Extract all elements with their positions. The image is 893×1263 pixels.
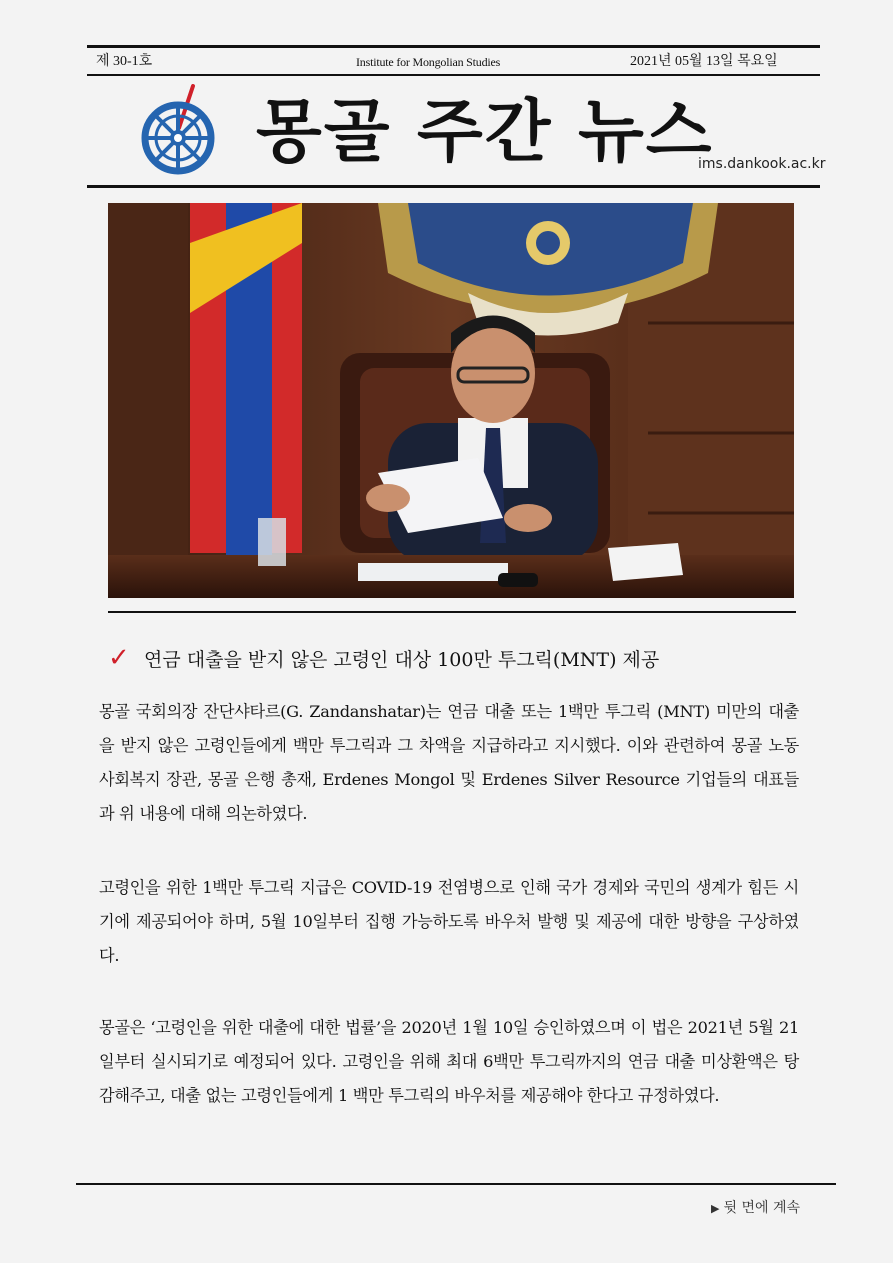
article-paragraph: 고령인을 위한 1백만 투그릭 지급은 COVID-19 전염병으로 인해 국가 경제와 국민의 생계가 힘든 시기에 제공되어야 하며, 5월 10일부터 집행 가능하도록 바우처 발행 및 제공에 대한 방향을 구상하였다. <box>99 878 799 965</box>
newsletter-title: 몽골 주간 뉴스 <box>256 93 714 172</box>
dharma-wheel-icon <box>133 84 223 176</box>
article-paragraph: 몽골 국회의장 잔단샤타르(G. Zandanshatar)는 연금 대출 또는 1백만 투그릭 (MNT) 미만의 대출을 받지 않은 고령인들에게 백만 투그릭과 그 차액을 지급하라고 지시했다. 이와 관련하여 몽골 노동 사회복지 장관, 몽골 은행 총재, Erdenes Mongol 및 Erdenes Silver Resource 기업들의 대표들과 위 내용에 대해 의논하였다. <box>99 702 799 823</box>
header-sub-rule <box>87 74 820 76</box>
institute-name: Institute for Mongolian Studies <box>356 55 501 69</box>
article-paragraph: 몽골은 ‘고령인을 위한 대출에 대한 법률’을 2020년 1월 10일 승인하였으며 이 법은 2021년 5월 21일부터 실시되기로 예정되어 있다. 고령인을 위해 최대 6백만 투그릭까지의 연금 대출 미상환액은 탕감해주고, 대출 없는 고령인들에게 1 백만 투그릭의 바우처를 제공해야 한다고 규정하였다. <box>99 1018 799 1105</box>
check-mark-icon: ✓ <box>108 643 130 673</box>
continued-label: 뒷 면에 계속 <box>723 1200 800 1216</box>
header-top-rule <box>87 45 820 48</box>
issue-number: 제 30-1호 <box>96 54 153 69</box>
article-headline-row <box>108 640 659 676</box>
play-arrow-icon: ▶ <box>711 1202 720 1215</box>
publication-date: 2021년 05월 13일 목요일 <box>630 54 778 69</box>
footer-rule <box>76 1183 836 1185</box>
photo-bottom-rule <box>108 611 796 613</box>
masthead-bottom-rule <box>87 185 820 188</box>
official-reading-document-photo <box>108 203 794 598</box>
continued-note <box>711 1197 800 1217</box>
article-headline: 연금 대출을 받지 않은 고령인 대상 100만 투그릭(MNT) 제공 <box>144 648 660 671</box>
website-url: ims.dankook.ac.kr <box>698 156 826 172</box>
